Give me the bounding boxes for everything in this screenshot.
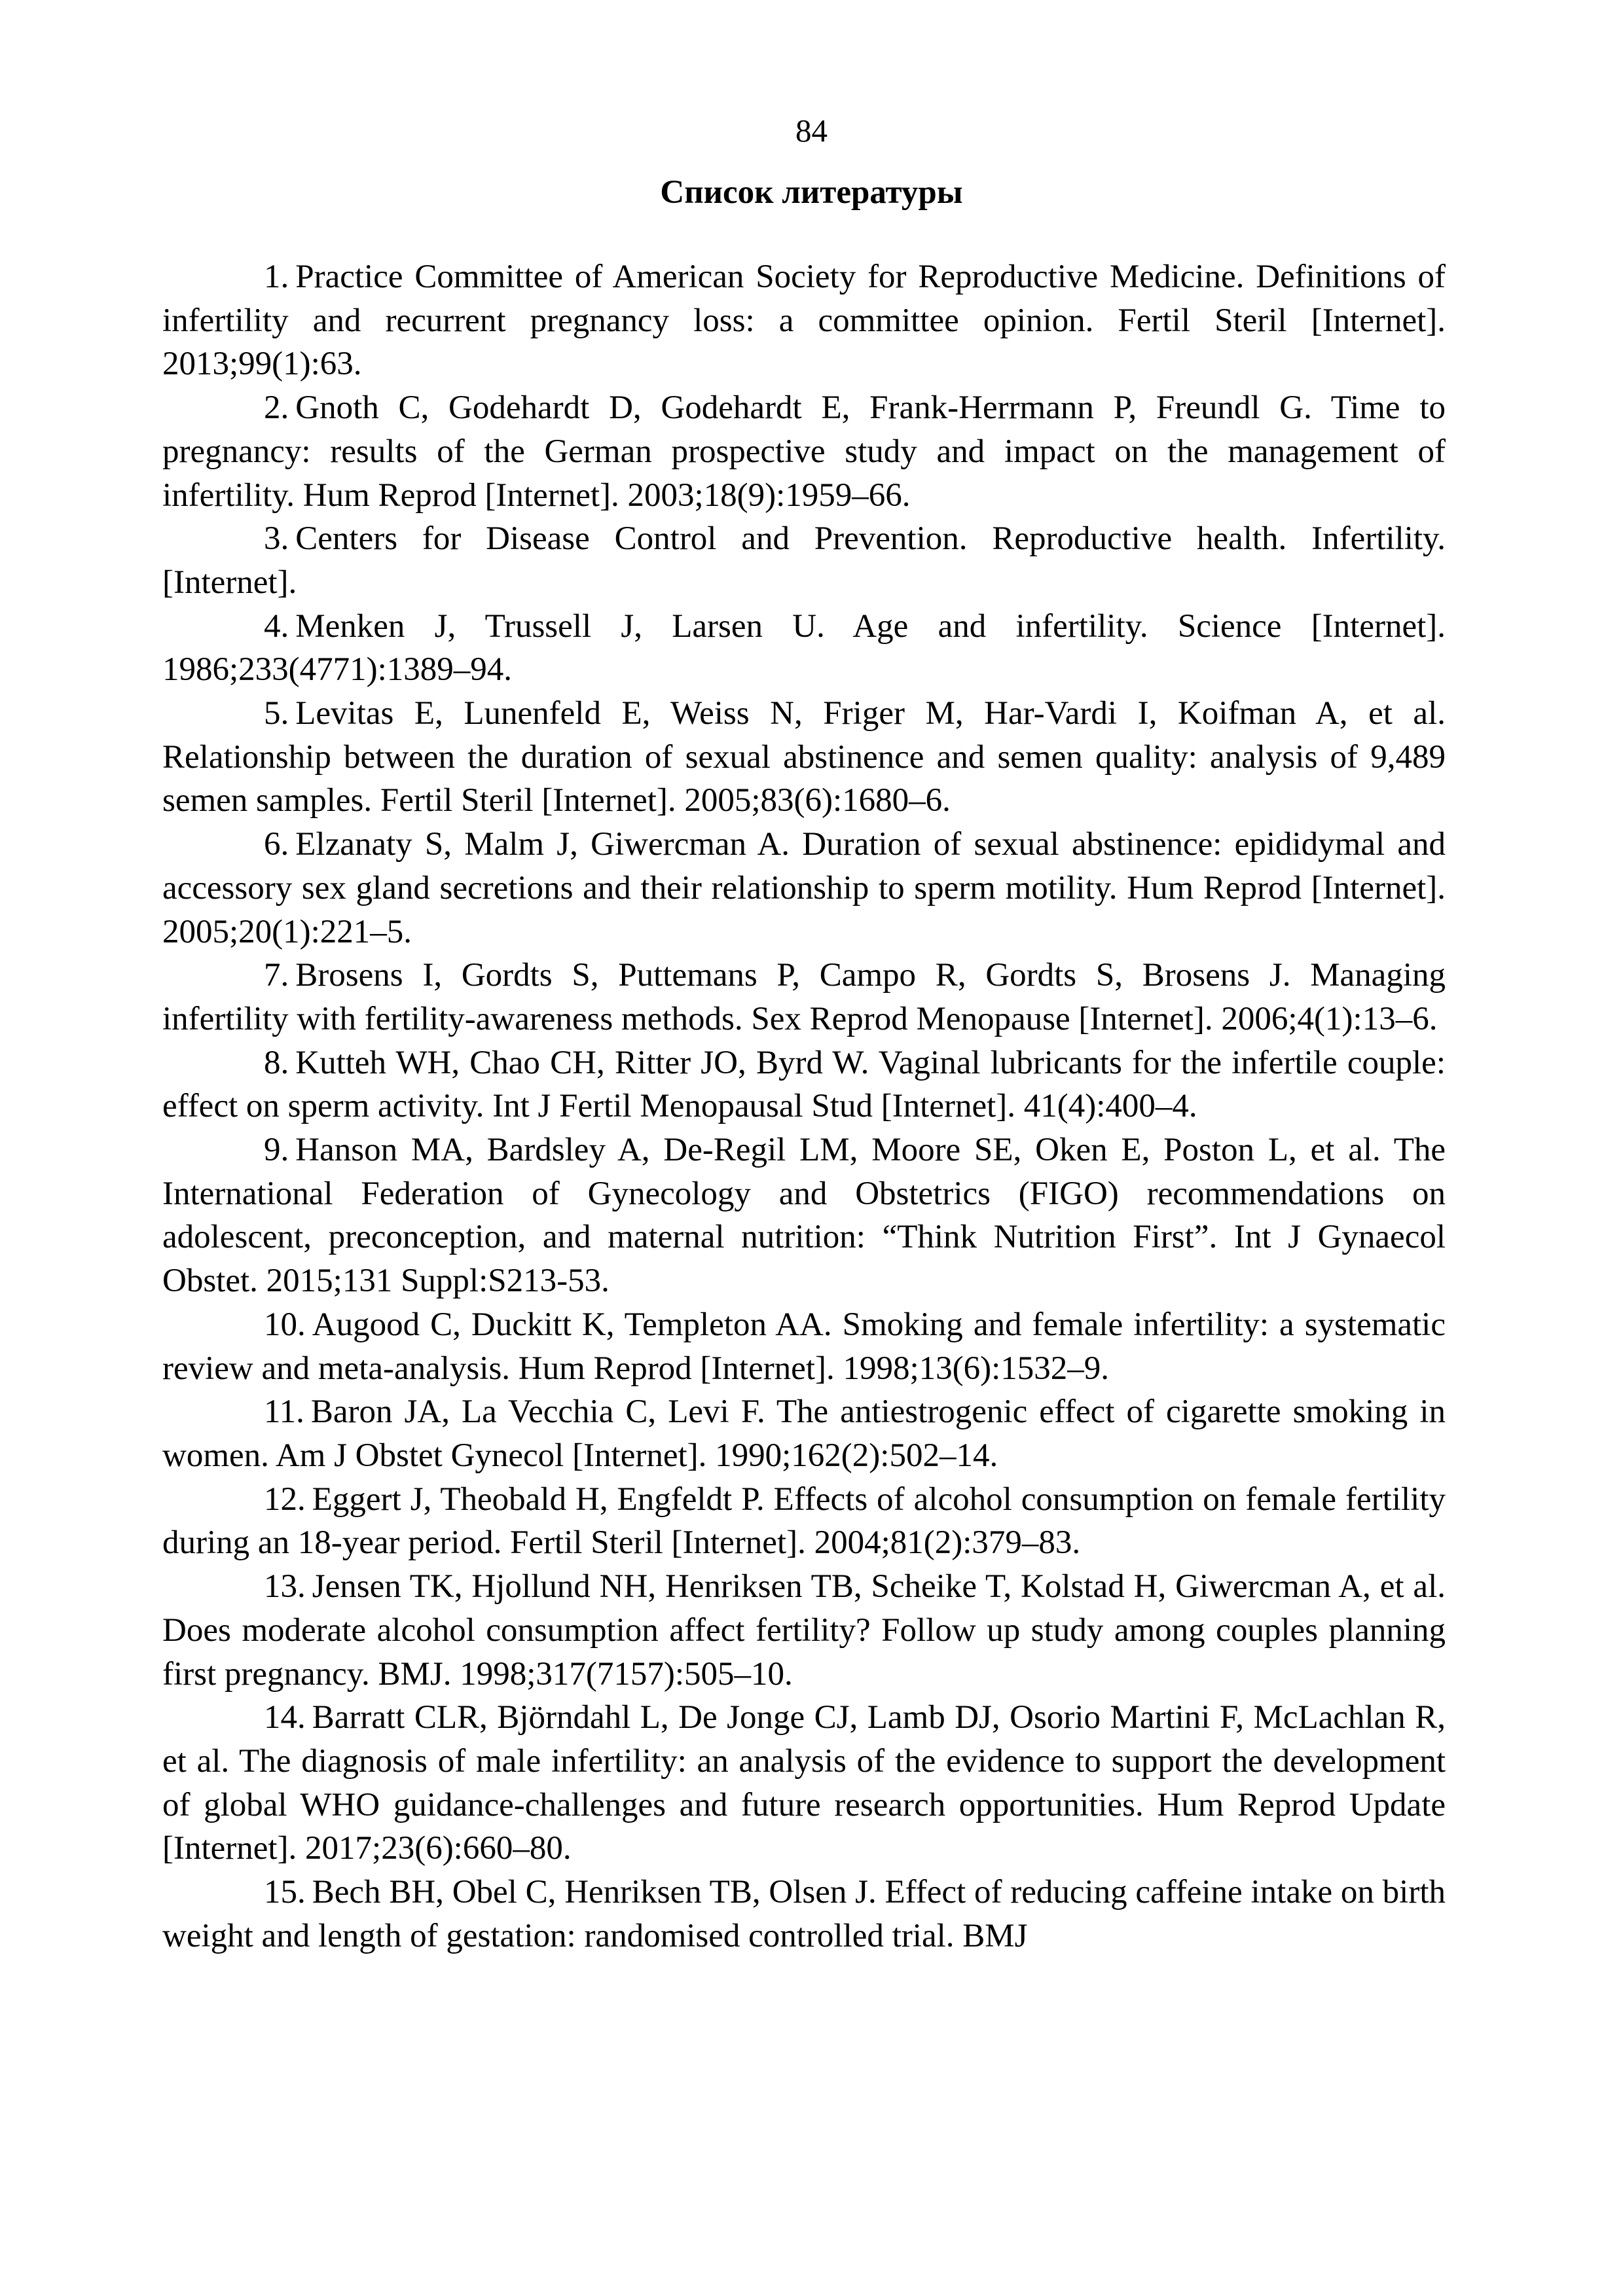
reference-number: 14. [264, 1699, 306, 1736]
reference-text: Practice Committee of American Society for Reproductive Medicine. Definitions of infertility and recurrent pregnancy loss: a committee opinion. Fertil Steril [Internet]. 2013;99(1):63. [162, 259, 1446, 383]
reference-text: Menken J, Trussell J, Larsen U. Age and infertility. Science [Internet]. 1986;233(4771):1389–94. [162, 607, 1446, 689]
reference-item [162, 1303, 1446, 1390]
reference-text: Eggert J, Theobald H, Engfeldt P. Effects of alcohol consumption on female fertility during an 18-year period. Fertil Steril [Internet]. 2004;81(2):379–83. [162, 1480, 1446, 1562]
reference-list [162, 255, 1446, 1958]
reference-item [162, 954, 1446, 1041]
reference-item [162, 1128, 1446, 1303]
reference-item [162, 1478, 1446, 1565]
reference-number: 2. [264, 389, 289, 427]
reference-number: 15. [264, 1874, 306, 1911]
reference-text: Elzanaty S, Malm J, Giwercman A. Duration of sexual abstinence: epididymal and accessory sex gland secretions and their relationship to sperm motility. Hum Reprod [Internet]. 2005;20(1):221–5. [162, 826, 1446, 950]
reference-item [162, 823, 1446, 954]
reference-item [162, 1390, 1446, 1477]
reference-text: Barratt CLR, Björndahl L, De Jonge CJ, Lamb DJ, Osorio Martini F, McLachlan R, et al. The diagnosis of male infertility: an analysis of the evidence to support the development of global WHO guidance-challenges and future research opportunities. Hum Reprod Update [Internet]. 2017;23(6):660–80. [162, 1699, 1446, 1867]
reference-text: Centers for Disease Control and Prevention. Reproductive health. Infertility. [Internet]. [162, 520, 1446, 601]
reference-number: 3. [264, 520, 289, 558]
reference-item [162, 605, 1446, 692]
reference-text: Gnoth C, Godehardt D, Godehardt E, Frank-Herrmann P, Freundl G. Time to pregnancy: results of the German prospective study and impact on the management of infertility. Hum Reprod [Internet]. 2003;18(9):1959–66. [162, 389, 1446, 514]
reference-number: 7. [264, 957, 289, 994]
reference-number: 9. [264, 1132, 289, 1169]
reference-text: Kutteh WH, Chao CH, Ritter JO, Byrd W. Vaginal lubricants for the infertile couple: effect on sperm activity. Int J Fertil Menopausal Stud [Internet]. 41(4):400–4. [162, 1044, 1446, 1125]
reference-text: Bech BH, Obel C, Henriksen TB, Olsen J. Effect of reducing caffeine intake on birth weight and length of gestation: randomised controlled trial. BMJ [162, 1874, 1446, 1954]
reference-item [162, 1871, 1446, 1958]
reference-item [162, 1696, 1446, 1871]
reference-text: Levitas E, Lunenfeld E, Weiss N, Friger M, Har-Vardi I, Koifman A, et al. Relationship between the duration of sexual abstinence and semen quality: analysis of 9,489 semen samples. Fertil Steril [Internet]. 2005;83(6):1680–6. [162, 695, 1446, 819]
reference-item [162, 386, 1446, 517]
reference-item [162, 1041, 1446, 1128]
reference-number: 5. [264, 695, 289, 732]
page-title: Список литературы [660, 174, 963, 211]
reference-number: 1. [264, 259, 289, 295]
reference-number: 11. [264, 1393, 304, 1431]
reference-text: Hanson MA, Bardsley A, De-Regil LM, Moore SE, Oken E, Poston L, et al. The International Federation of Gynecology and Obstetrics (FIGO) recommendations on adolescent, preconception, and maternal nutrition: “Think Nutrition First”. Int J Gynaecol Obstet. 2015;131 Suppl:S213-53. [162, 1132, 1446, 1300]
reference-number: 12. [264, 1480, 306, 1518]
reference-text: Jensen TK, Hjollund NH, Henriksen TB, Scheike T, Kolstad H, Giwercman A, et al. Does moderate alcohol consumption affect fertility? Follow up study among couples planning first pregnancy. BMJ. 1998;317(7157):505–10. [162, 1568, 1446, 1693]
reference-number: 8. [264, 1044, 289, 1081]
reference-text: Brosens I, Gordts S, Puttemans P, Campo R, Gordts S, Brosens J. Managing infertility with fertility-awareness methods. Sex Reprod Menopause [Internet]. 2006;4(1):13–6. [162, 957, 1446, 1037]
reference-item [162, 1565, 1446, 1696]
reference-text: Augood C, Duckitt K, Templeton AA. Smoking and female infertility: a systematic review and meta-analysis. Hum Reprod [Internet]. 1998;13(6):1532–9. [162, 1306, 1446, 1387]
reference-number: 10. [264, 1306, 306, 1343]
reference-item [162, 692, 1446, 823]
reference-item [162, 517, 1446, 604]
reference-item [162, 255, 1446, 386]
reference-text: Baron JA, La Vecchia C, Levi F. The antiestrogenic effect of cigarette smoking in women. Am J Obstet Gynecol [Internet]. 1990;162(2):502–14. [162, 1393, 1446, 1474]
reference-number: 4. [264, 607, 289, 645]
reference-number: 6. [264, 826, 289, 863]
page-number: 84 [795, 113, 828, 149]
reference-number: 13. [264, 1568, 306, 1605]
